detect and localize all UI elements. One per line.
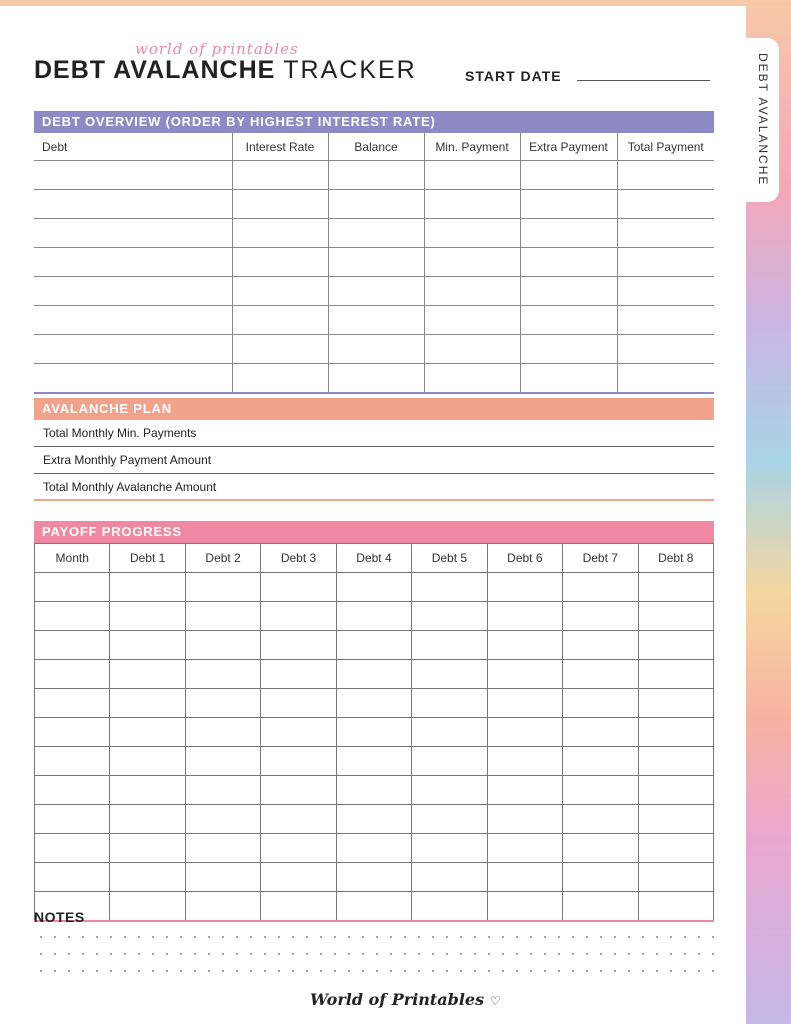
table-cell[interactable] bbox=[232, 335, 328, 364]
notes-label: NOTES bbox=[34, 909, 85, 925]
table-cell[interactable] bbox=[617, 161, 714, 190]
table-cell[interactable] bbox=[185, 834, 260, 863]
table-cell[interactable] bbox=[185, 863, 260, 892]
table-cell[interactable] bbox=[232, 219, 328, 248]
table-row bbox=[35, 892, 714, 922]
start-date-field[interactable] bbox=[577, 80, 710, 81]
table-cell[interactable] bbox=[35, 776, 110, 805]
table-cell[interactable] bbox=[563, 805, 638, 834]
table-cell[interactable] bbox=[520, 219, 617, 248]
table-cell[interactable] bbox=[487, 573, 562, 602]
table-cell[interactable] bbox=[412, 892, 487, 922]
table-cell[interactable] bbox=[638, 834, 714, 863]
table-cell[interactable] bbox=[110, 718, 185, 747]
table-row bbox=[34, 277, 714, 306]
table-cell[interactable] bbox=[110, 689, 185, 718]
progress-column-header: Debt 3 bbox=[261, 544, 336, 573]
table-cell[interactable] bbox=[35, 660, 110, 689]
overview-column-header: Debt bbox=[34, 133, 232, 161]
progress-column-header: Debt 8 bbox=[638, 544, 714, 573]
table-row bbox=[34, 364, 714, 394]
table-cell[interactable] bbox=[563, 573, 638, 602]
table-cell[interactable] bbox=[34, 248, 232, 277]
table-cell[interactable] bbox=[563, 660, 638, 689]
progress-column-header: Debt 6 bbox=[487, 544, 562, 573]
table-cell[interactable] bbox=[638, 689, 714, 718]
table-cell[interactable] bbox=[232, 306, 328, 335]
table-cell[interactable] bbox=[261, 863, 336, 892]
table-cell[interactable] bbox=[520, 364, 617, 394]
start-date-label: START DATE bbox=[465, 68, 562, 84]
table-cell[interactable] bbox=[328, 335, 424, 364]
table-cell[interactable] bbox=[35, 805, 110, 834]
table-cell[interactable] bbox=[185, 631, 260, 660]
table-row bbox=[35, 718, 714, 747]
table-cell[interactable] bbox=[110, 892, 185, 922]
table-cell[interactable] bbox=[328, 161, 424, 190]
table-cell[interactable] bbox=[424, 335, 520, 364]
table-cell[interactable] bbox=[563, 863, 638, 892]
table-row bbox=[35, 747, 714, 776]
table-cell[interactable] bbox=[412, 660, 487, 689]
footer-logo bbox=[310, 990, 500, 1009]
table-cell[interactable] bbox=[110, 834, 185, 863]
table-cell[interactable] bbox=[617, 335, 714, 364]
table-row bbox=[34, 248, 714, 277]
table-cell[interactable] bbox=[34, 364, 232, 394]
table-cell[interactable] bbox=[487, 892, 562, 922]
table-cell[interactable] bbox=[185, 805, 260, 834]
table-cell[interactable] bbox=[336, 631, 411, 660]
table-cell[interactable] bbox=[34, 277, 232, 306]
table-cell[interactable] bbox=[617, 364, 714, 394]
section-tab[interactable] bbox=[746, 38, 779, 202]
table-row bbox=[34, 190, 714, 219]
table-cell[interactable] bbox=[638, 718, 714, 747]
table-cell[interactable] bbox=[261, 834, 336, 863]
table-row bbox=[34, 306, 714, 335]
brand-script: world of printables bbox=[135, 40, 299, 58]
table-cell[interactable] bbox=[261, 631, 336, 660]
table-cell[interactable] bbox=[336, 573, 411, 602]
table-cell[interactable] bbox=[261, 602, 336, 631]
table-cell[interactable] bbox=[336, 834, 411, 863]
table-row bbox=[34, 219, 714, 248]
table-cell[interactable] bbox=[617, 248, 714, 277]
table-cell[interactable] bbox=[110, 660, 185, 689]
table-cell[interactable] bbox=[261, 747, 336, 776]
overview-column-header: Balance bbox=[328, 133, 424, 161]
table-cell[interactable] bbox=[412, 805, 487, 834]
table-row bbox=[35, 863, 714, 892]
plan-row-avalanche-amount[interactable]: Total Monthly Avalanche Amount bbox=[34, 474, 714, 501]
table-cell[interactable] bbox=[424, 190, 520, 219]
table-row bbox=[35, 776, 714, 805]
page-title bbox=[34, 56, 417, 85]
table-cell[interactable] bbox=[185, 602, 260, 631]
table-cell[interactable] bbox=[185, 747, 260, 776]
table-cell[interactable] bbox=[563, 892, 638, 922]
table-cell[interactable] bbox=[336, 718, 411, 747]
table-cell[interactable] bbox=[336, 863, 411, 892]
table-cell[interactable] bbox=[185, 776, 260, 805]
table-cell[interactable] bbox=[34, 190, 232, 219]
table-cell[interactable] bbox=[232, 364, 328, 394]
table-cell[interactable] bbox=[638, 602, 714, 631]
table-cell[interactable] bbox=[185, 718, 260, 747]
table-cell[interactable] bbox=[34, 306, 232, 335]
plan-row-extra-payment[interactable]: Extra Monthly Payment Amount bbox=[34, 447, 714, 474]
table-cell[interactable] bbox=[110, 805, 185, 834]
table-cell[interactable] bbox=[336, 805, 411, 834]
table-cell[interactable] bbox=[638, 776, 714, 805]
table-cell[interactable] bbox=[35, 631, 110, 660]
table-cell[interactable] bbox=[412, 689, 487, 718]
table-row bbox=[35, 805, 714, 834]
debt-overview-table bbox=[34, 133, 714, 394]
table-cell[interactable] bbox=[336, 747, 411, 776]
table-cell[interactable] bbox=[34, 219, 232, 248]
table-cell[interactable] bbox=[487, 689, 562, 718]
footer-brand: World of Printables bbox=[310, 990, 485, 1009]
table-cell[interactable] bbox=[34, 335, 232, 364]
table-cell[interactable] bbox=[563, 602, 638, 631]
table-row bbox=[35, 834, 714, 863]
table-cell[interactable] bbox=[638, 573, 714, 602]
table-cell[interactable] bbox=[232, 190, 328, 219]
table-cell[interactable] bbox=[412, 602, 487, 631]
progress-column-header: Debt 5 bbox=[412, 544, 487, 573]
table-cell[interactable] bbox=[110, 602, 185, 631]
table-cell[interactable] bbox=[110, 631, 185, 660]
table-cell[interactable] bbox=[638, 892, 714, 922]
table-cell[interactable] bbox=[185, 573, 260, 602]
table-cell[interactable] bbox=[424, 277, 520, 306]
table-cell[interactable] bbox=[412, 863, 487, 892]
table-cell[interactable] bbox=[424, 219, 520, 248]
plan-row-min-payments[interactable]: Total Monthly Min. Payments bbox=[34, 420, 714, 447]
table-row bbox=[35, 602, 714, 631]
table-cell[interactable] bbox=[487, 718, 562, 747]
table-cell[interactable] bbox=[412, 747, 487, 776]
table-cell[interactable] bbox=[232, 161, 328, 190]
table-cell[interactable] bbox=[617, 306, 714, 335]
table-cell[interactable] bbox=[487, 602, 562, 631]
table-cell[interactable] bbox=[336, 892, 411, 922]
table-cell[interactable] bbox=[328, 248, 424, 277]
table-cell[interactable] bbox=[563, 834, 638, 863]
table-cell[interactable] bbox=[520, 161, 617, 190]
table-cell[interactable] bbox=[638, 863, 714, 892]
table-cell[interactable] bbox=[35, 863, 110, 892]
table-cell[interactable] bbox=[487, 747, 562, 776]
table-cell[interactable] bbox=[261, 892, 336, 922]
progress-heading: PAYOFF PROGRESS bbox=[34, 521, 714, 543]
table-cell[interactable] bbox=[617, 219, 714, 248]
progress-column-header: Debt 7 bbox=[563, 544, 638, 573]
table-cell[interactable] bbox=[35, 573, 110, 602]
table-row bbox=[35, 631, 714, 660]
table-cell[interactable] bbox=[487, 834, 562, 863]
overview-heading: DEBT OVERVIEW (ORDER BY HIGHEST INTEREST RATE) bbox=[34, 111, 714, 133]
table-cell[interactable] bbox=[638, 631, 714, 660]
table-cell[interactable] bbox=[261, 718, 336, 747]
table-cell[interactable] bbox=[328, 277, 424, 306]
table-cell[interactable] bbox=[110, 747, 185, 776]
table-row bbox=[34, 161, 714, 190]
table-cell[interactable] bbox=[563, 689, 638, 718]
table-cell[interactable] bbox=[328, 364, 424, 394]
progress-column-header: Debt 1 bbox=[110, 544, 185, 573]
title-light: TRACKER bbox=[283, 56, 417, 84]
table-cell[interactable] bbox=[35, 689, 110, 718]
table-cell[interactable] bbox=[185, 660, 260, 689]
table-cell[interactable] bbox=[336, 602, 411, 631]
table-cell[interactable] bbox=[35, 834, 110, 863]
table-cell[interactable] bbox=[638, 805, 714, 834]
table-cell[interactable] bbox=[412, 718, 487, 747]
payoff-progress-table bbox=[34, 543, 714, 922]
table-cell[interactable] bbox=[563, 718, 638, 747]
section-tab-label: DEBT AVALANCHE bbox=[756, 53, 770, 187]
table-row bbox=[35, 660, 714, 689]
table-cell[interactable] bbox=[520, 248, 617, 277]
table-cell[interactable] bbox=[563, 631, 638, 660]
table-cell[interactable] bbox=[638, 660, 714, 689]
table-cell[interactable] bbox=[185, 689, 260, 718]
table-cell[interactable] bbox=[35, 747, 110, 776]
table-row bbox=[35, 689, 714, 718]
table-cell[interactable] bbox=[261, 689, 336, 718]
table-cell[interactable] bbox=[638, 747, 714, 776]
table-cell[interactable] bbox=[487, 660, 562, 689]
table-cell[interactable] bbox=[336, 776, 411, 805]
table-cell[interactable] bbox=[424, 161, 520, 190]
progress-column-header: Month bbox=[35, 544, 110, 573]
table-cell[interactable] bbox=[412, 776, 487, 805]
table-cell[interactable] bbox=[110, 863, 185, 892]
table-cell[interactable] bbox=[185, 892, 260, 922]
table-cell[interactable] bbox=[424, 364, 520, 394]
table-row bbox=[35, 573, 714, 602]
table-cell[interactable] bbox=[487, 631, 562, 660]
table-cell[interactable] bbox=[35, 602, 110, 631]
table-cell[interactable] bbox=[261, 805, 336, 834]
overview-column-header: Min. Payment bbox=[424, 133, 520, 161]
table-cell[interactable] bbox=[328, 306, 424, 335]
table-cell[interactable] bbox=[424, 306, 520, 335]
table-cell[interactable] bbox=[424, 248, 520, 277]
table-cell[interactable] bbox=[617, 277, 714, 306]
overview-column-header: Extra Payment bbox=[520, 133, 617, 161]
table-cell[interactable] bbox=[487, 805, 562, 834]
table-cell[interactable] bbox=[261, 660, 336, 689]
table-cell[interactable] bbox=[232, 277, 328, 306]
table-cell[interactable] bbox=[487, 776, 562, 805]
table-cell[interactable] bbox=[35, 718, 110, 747]
table-cell[interactable] bbox=[412, 834, 487, 863]
table-cell[interactable] bbox=[487, 863, 562, 892]
table-cell[interactable] bbox=[520, 306, 617, 335]
table-cell[interactable] bbox=[34, 161, 232, 190]
table-cell[interactable] bbox=[336, 660, 411, 689]
table-cell[interactable] bbox=[110, 573, 185, 602]
table-row bbox=[34, 335, 714, 364]
table-cell[interactable] bbox=[232, 248, 328, 277]
table-cell[interactable] bbox=[261, 573, 336, 602]
overview-column-header: Interest Rate bbox=[232, 133, 328, 161]
table-cell[interactable] bbox=[520, 277, 617, 306]
title-bold: DEBT AVALANCHE bbox=[34, 56, 276, 84]
overview-column-header: Total Payment bbox=[617, 133, 714, 161]
table-cell[interactable] bbox=[328, 190, 424, 219]
table-cell[interactable] bbox=[336, 689, 411, 718]
table-cell[interactable] bbox=[328, 219, 424, 248]
table-cell[interactable] bbox=[412, 573, 487, 602]
table-cell[interactable] bbox=[261, 776, 336, 805]
progress-column-header: Debt 2 bbox=[185, 544, 260, 573]
table-cell[interactable] bbox=[520, 335, 617, 364]
table-cell[interactable] bbox=[520, 190, 617, 219]
progress-column-header: Debt 4 bbox=[336, 544, 411, 573]
table-cell[interactable] bbox=[563, 776, 638, 805]
table-cell[interactable] bbox=[412, 631, 487, 660]
notes-dot-line[interactable] bbox=[34, 953, 714, 955]
heart-icon: ♡ bbox=[489, 994, 501, 1008]
table-cell[interactable] bbox=[563, 747, 638, 776]
notes-dot-line[interactable] bbox=[34, 936, 714, 938]
table-cell[interactable] bbox=[617, 190, 714, 219]
plan-heading: AVALANCHE PLAN bbox=[34, 398, 714, 420]
table-cell[interactable] bbox=[110, 776, 185, 805]
notes-dot-line[interactable] bbox=[34, 970, 714, 972]
